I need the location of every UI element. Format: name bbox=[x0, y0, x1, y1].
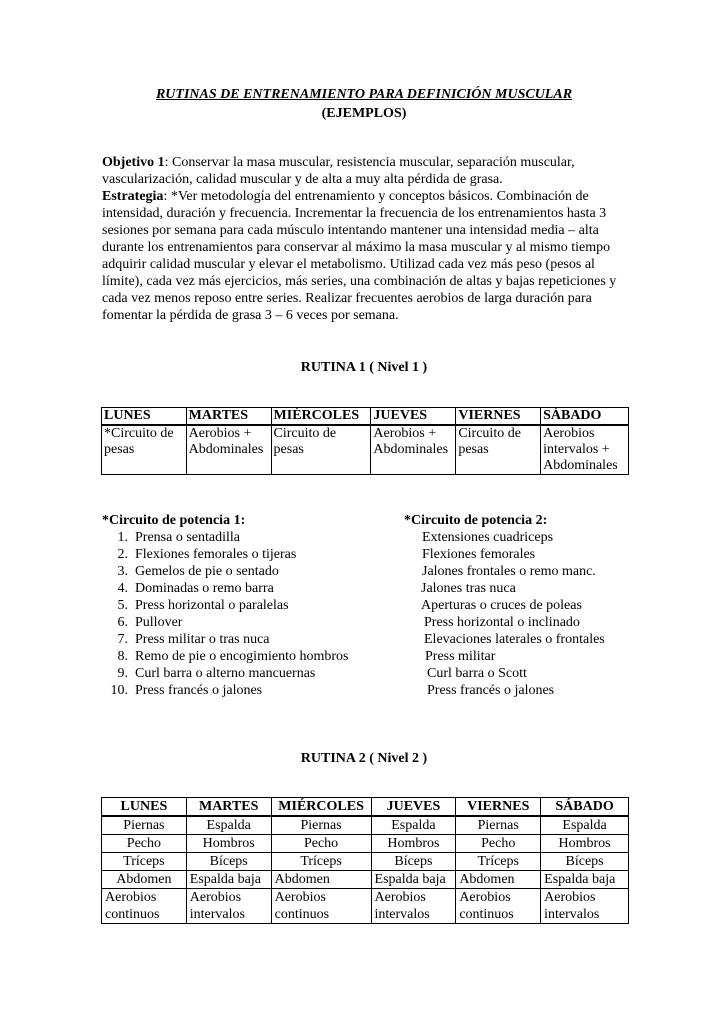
list-item: Jalones tras nuca bbox=[421, 581, 516, 596]
list-item: 3. Gemelos de pie o sentado bbox=[117, 564, 279, 579]
list-item: 7. Press militar o tras nuca bbox=[117, 632, 270, 647]
rutina1-day: SÁBADO bbox=[541, 408, 629, 426]
table-cell: Aerobios continuos bbox=[456, 889, 541, 924]
circuito1-list bbox=[102, 529, 392, 699]
rutina1-day: VIERNES bbox=[456, 408, 541, 426]
table-cell: Aerobios continuos bbox=[271, 889, 371, 924]
estrategia-paragraph bbox=[102, 188, 632, 324]
list-item: Press francés o jalones bbox=[427, 683, 555, 698]
list-item: 4. Dominadas o remo barra bbox=[117, 581, 274, 596]
table-cell: Piernas bbox=[102, 816, 187, 835]
list-item: 6. Pullover bbox=[117, 615, 183, 630]
intro-text bbox=[102, 154, 632, 324]
rutina1-day: JUEVES bbox=[371, 408, 456, 426]
list-item: 1. Prensa o sentadilla bbox=[117, 530, 240, 545]
table-cell: Pecho bbox=[456, 835, 541, 853]
rutina1-cell: Aerobios + Abdominales bbox=[371, 425, 456, 475]
table-cell: Pecho bbox=[102, 835, 187, 853]
list-item: Press horizontal o inclinado bbox=[424, 615, 580, 630]
table-cell: Aerobios continuos bbox=[102, 889, 187, 924]
list-item: Elevaciones laterales o frontales bbox=[424, 632, 605, 647]
rutina1-table bbox=[101, 407, 629, 475]
table-cell: Tríceps bbox=[456, 853, 541, 871]
estrategia-text: : *Ver metodología del entrenamiento y conceptos básicos. Combinación de intensidad, duración y frecuencia. Incrementar la frecuencia de los entrenamientos hasta 3 sesiones por semana para cada músculo intentando mantener una intensidad media – alta durante los entrenamientos para conservar al máximo la masa muscular y al mismo tiempo adquirir calidad muscular y elevar el metabolismo. Utilizad cada vez más peso (pesos al límite), cada vez más ejercicios, más series, una combinación de altas y bajas repeticiones y cada vez menos reposo entre series. Realizar frecuentes aerobios de larga duración para fomentar la pérdida de grasa 3 – 6 veces por semana. bbox=[102, 189, 617, 323]
rutina1-cell: Circuito de pesas bbox=[456, 425, 541, 475]
table-cell: Espalda bbox=[371, 816, 456, 835]
list-item: 10. Press francés o jalones bbox=[110, 683, 263, 698]
table-row bbox=[102, 816, 629, 835]
table-cell: Hombros bbox=[371, 835, 456, 853]
page-title: RUTINAS DE ENTRENAMIENTO PARA DEFINICIÓN MUSCULAR bbox=[155, 87, 573, 102]
objetivo-paragraph bbox=[102, 154, 632, 188]
rutina2-day: LUNES bbox=[102, 798, 187, 817]
table-cell: Tríceps bbox=[102, 853, 187, 871]
rutina2-day: JUEVES bbox=[371, 798, 456, 817]
rutina1-day: MARTES bbox=[186, 408, 271, 426]
table-cell: Aerobios intervalos bbox=[541, 889, 629, 924]
table-cell: Abdomen bbox=[456, 871, 541, 889]
list-item: Press militar bbox=[425, 649, 496, 664]
rutina1-day: LUNES bbox=[102, 408, 187, 426]
list-item: 5. Press horizontal o paralelas bbox=[117, 598, 289, 613]
table-row bbox=[102, 871, 629, 889]
circuito1-title: *Circuito de potencia 1: bbox=[102, 513, 246, 528]
list-item: Jalones frontales o remo manc. bbox=[422, 564, 596, 579]
estrategia-label: Estrategia bbox=[102, 189, 164, 204]
rutina1-header-row bbox=[102, 408, 629, 426]
rutina2-day: VIERNES bbox=[456, 798, 541, 817]
table-cell: Hombros bbox=[541, 835, 629, 853]
table-cell: Aerobios intervalos bbox=[186, 889, 271, 924]
rutina2-header-row bbox=[102, 798, 629, 817]
circuito2-list bbox=[404, 529, 628, 699]
list-item: 8. Remo de pie o encogimiento hombros bbox=[117, 649, 349, 664]
table-cell: Pecho bbox=[271, 835, 371, 853]
table-cell: Abdomen bbox=[102, 871, 187, 889]
table-cell: Bíceps bbox=[541, 853, 629, 871]
rutina2-day: SÁBADO bbox=[541, 798, 629, 817]
rutina2-day: MARTES bbox=[186, 798, 271, 817]
table-cell: Espalda bbox=[186, 816, 271, 835]
rutina1-content-row bbox=[102, 425, 629, 475]
table-cell: Espalda baja bbox=[371, 871, 456, 889]
table-cell: Tríceps bbox=[271, 853, 371, 871]
table-cell: Bíceps bbox=[186, 853, 271, 871]
table-cell: Espalda baja bbox=[186, 871, 271, 889]
rutina1-cell: Aerobios + Abdominales bbox=[186, 425, 271, 475]
page-subtitle: (EJEMPLOS) bbox=[321, 106, 407, 121]
rutina1-cell: Aerobios intervalos + Abdominales bbox=[541, 425, 629, 475]
objetivo-text: : Conservar la masa muscular, resistencia muscular, separación muscular, vascularización, calidad muscular y de alta a muy alta pérdida de grasa. bbox=[102, 155, 575, 187]
circuito2-block bbox=[404, 512, 628, 699]
list-item: Curl barra o Scott bbox=[427, 666, 527, 681]
table-cell: Abdomen bbox=[271, 871, 371, 889]
table-cell: Espalda bbox=[541, 816, 629, 835]
table-cell: Piernas bbox=[456, 816, 541, 835]
rutina1-cell: *Circuito de pesas bbox=[102, 425, 187, 475]
table-cell: Hombros bbox=[186, 835, 271, 853]
table-row bbox=[102, 889, 629, 924]
table-row bbox=[102, 853, 629, 871]
rutina1-day: MIÉRCOLES bbox=[271, 408, 371, 426]
table-cell: Aerobios intervalos bbox=[371, 889, 456, 924]
rutina1-title: RUTINA 1 ( Nivel 1 ) bbox=[300, 360, 428, 375]
table-cell: Piernas bbox=[271, 816, 371, 835]
rutina1-cell: Circuito de pesas bbox=[271, 425, 371, 475]
table-cell: Espalda baja bbox=[541, 871, 629, 889]
list-item: 9. Curl barra o alterno mancuernas bbox=[117, 666, 316, 681]
circuito1-block bbox=[102, 512, 392, 699]
list-item: Extensiones cuadriceps bbox=[422, 530, 554, 545]
list-item: 2. Flexiones femorales o tijeras bbox=[117, 547, 297, 562]
objetivo-label: Objetivo 1 bbox=[102, 155, 165, 170]
rutina2-table bbox=[101, 797, 629, 924]
rutina2-day: MIÉRCOLES bbox=[271, 798, 371, 817]
table-cell: Bíceps bbox=[371, 853, 456, 871]
table-row bbox=[102, 835, 629, 853]
rutina2-title: RUTINA 2 ( Nivel 2 ) bbox=[300, 751, 428, 766]
circuito2-title: *Circuito de potencia 2: bbox=[404, 513, 548, 528]
list-item: Flexiones femorales bbox=[422, 547, 536, 562]
list-item: Aperturas o cruces de poleas bbox=[421, 598, 582, 613]
